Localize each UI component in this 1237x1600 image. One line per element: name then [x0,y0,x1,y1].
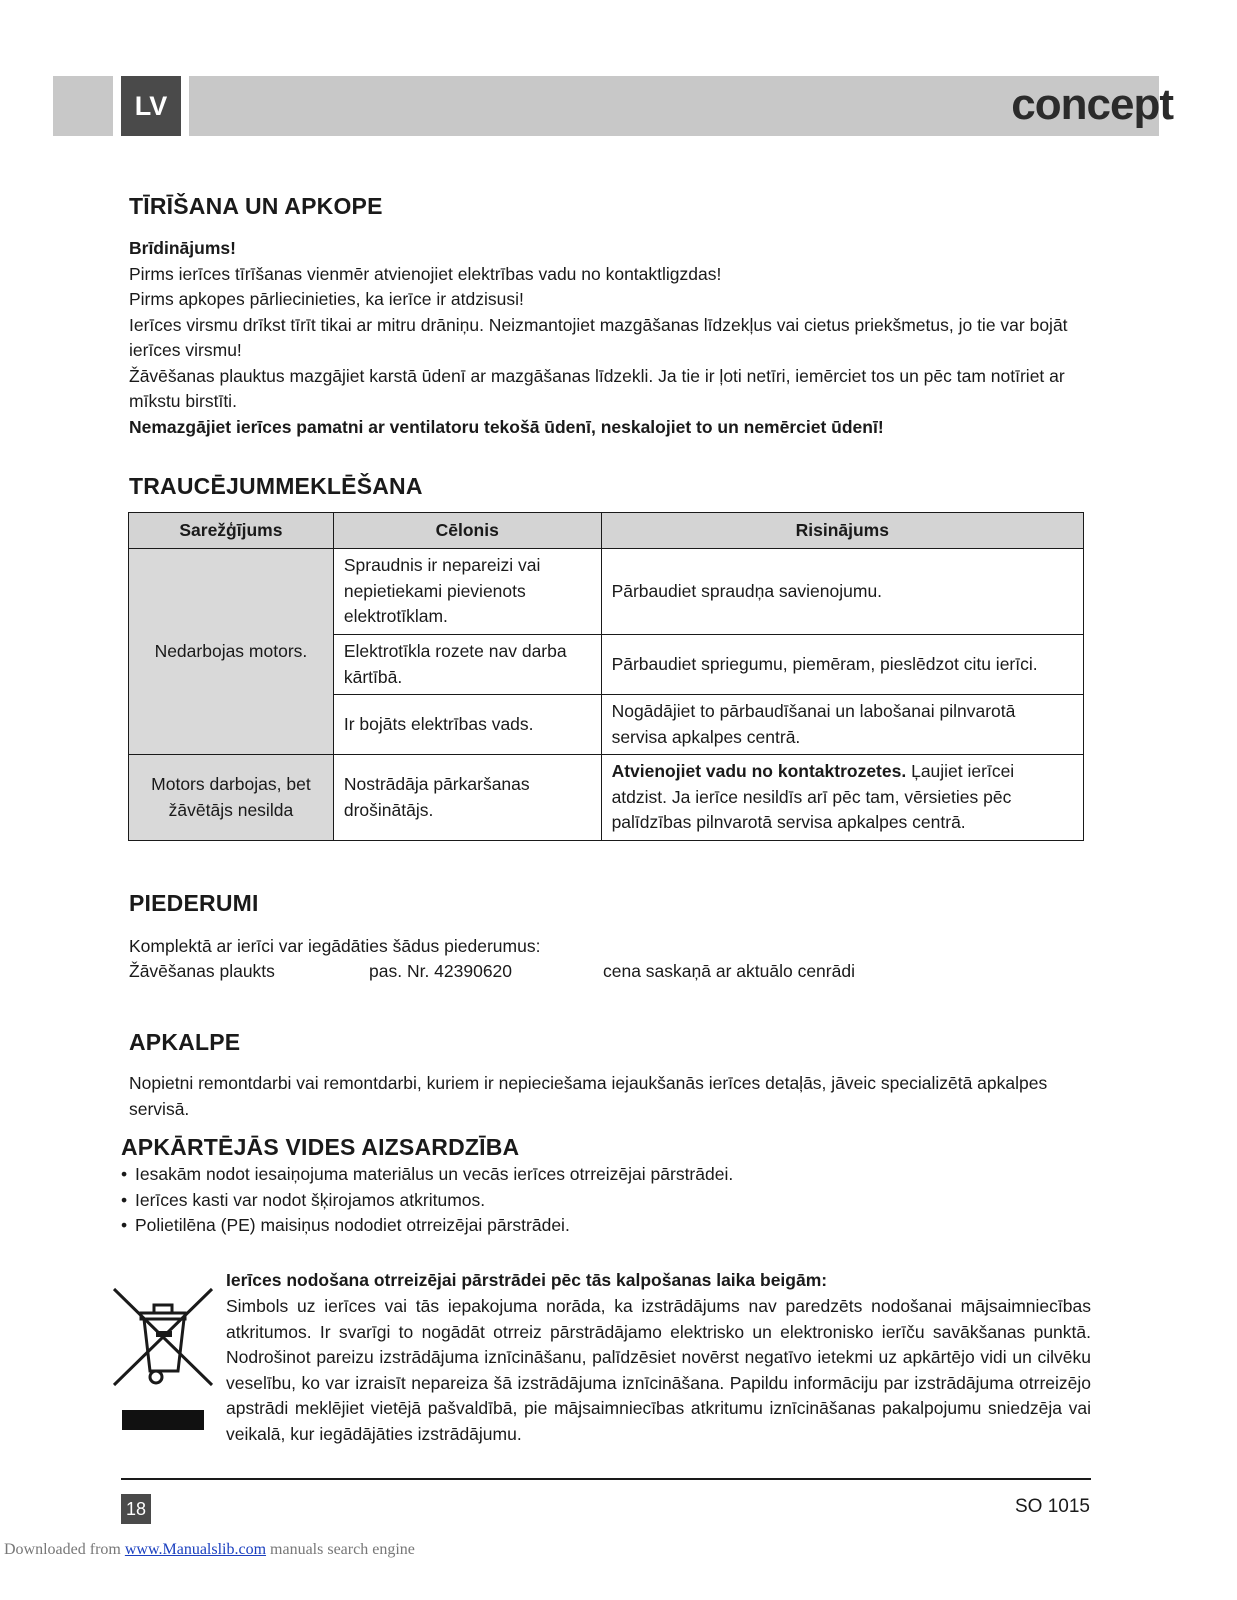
list-item: • Ierīces kasti var nodot šķirojamos atkritumos. [121,1189,486,1210]
troubleshooting-title: TRAUCĒJUMMEKLĒŠANA [129,473,423,499]
cause-cell: Ir bojāts elektrības vads. [333,695,601,755]
header-cause: Cēlonis [333,513,601,549]
download-notice: Downloaded from www.Manualslib.com manuals search engine [4,1541,415,1558]
problem-cell: Nedarbojas motors. [129,549,334,755]
manualslib-link[interactable]: www.Manualslib.com [124,1541,267,1558]
crossed-out-wheelie-bin-icon [108,1285,218,1435]
cleaning-line: Ierīces virsmu drīkst tīrīt tikai ar mitru drāniņu. Neizmantojiet mazgāšanas līdzekļus vai cietus priekšmetus, jo tie var bojāt ierīces virsmu! [129,314,1068,360]
header-left-block [53,76,113,136]
header-solution: Risinājums [601,513,1083,549]
accessories-title: PIEDERUMI [129,890,259,916]
solution-cell: Pārbaudiet spriegumu, piemēram, pieslēdzot citu ierīci. [601,635,1083,695]
accessories-intro: Komplektā ar ierīci var iegādāties šādus piederumus: [129,936,541,956]
environment-list [121,1162,733,1239]
list-item: • Iesakām nodot iesaiņojuma materiālus un vecās ierīces otrreizējai pārstrādei. [121,1164,734,1184]
table-row [129,549,1084,635]
solution-cell: Pārbaudiet spraudņa savienojumu. [601,549,1083,635]
solution-bold: Atvienojiet vadu no kontaktrozetes. [611,761,907,782]
cause-cell: Elektrotīkla rozete nav darba kārtībā. [333,635,601,695]
solution-cell [601,755,1083,841]
cleaning-line: Žāvēšanas plauktus mazgājiet karstā ūdenī ar mazgāšanas līdzekli. Ja tie ir ļoti netīri, iemērciet tos un pēc tam notīriet ar mīkstu birstīti. [129,365,1065,411]
service-text: Nopietni remontdarbi vai remontdarbi, kuriem ir nepieciešama iejaukšanās ierīces detaļās, jāveic specializētā apkalpes servisā. [129,1073,1048,1119]
language-badge: LV [121,76,181,136]
accessory-code: pas. Nr. 42390620 [369,961,513,981]
accessory-price: cena saskaņā ar aktuālo cenrādi [603,961,855,981]
environment-title: APKĀRTĒJĀS VIDES AIZSARDZĪBA [121,1134,520,1160]
accessory-name: Žāvēšanas plaukts [129,961,275,981]
disposal-title: Ierīces nodošana otrreizējai pārstrādei pēc tās kalpošanas laika beigām: [226,1270,828,1290]
cause-cell: Nostrādāja pārkaršanas drošinātājs. [333,755,601,841]
solution-text: Ļaujiet ierīcei atdzist. Ja ierīce nesildīs arī pēc tam, vērsieties pēc palīdzības pilnvarotā servisa apkalpes centrā. [611,761,1015,833]
cause-cell: Spraudnis ir nepareizi vai nepietiekami pievienots elektrotīklam. [333,549,601,635]
table-header-row [129,513,1084,549]
page-number: 18 [121,1494,151,1524]
cleaning-title: TĪRĪŠANA UN APKOPE [129,193,383,219]
brand-logo: concept [1011,80,1173,129]
list-item: • Polietilēna (PE) maisiņus nododiet otrreizējai pārstrādei. [121,1215,570,1235]
cleaning-warning-bold: Nemazgājiet ierīces pamatni ar ventilatoru tekošā ūdenī, neskalojiet to un nemērciet ūdenī! [129,416,884,437]
header-problem: Sarežģījums [129,513,334,549]
disposal-text: Simbols uz ierīces vai tās iepakojuma norāda, ka izstrādājums nav paredzēts nodošanai mājsaimniecības atkritumos. Ir svarīgi to nogādāt otrreiz pārstrādājamo elektrisko un elektronisko ierīču savākšanas punktā. Nodrošinot pareizu izstrādājuma iznīcināšanu, palīdzēsiet novērst negatīvo ietekmi uz apkārtējo vidi un cilvēku veselību, ko var izraisīt nepareiza šā izstrādājuma iznīcināšana. Papildu informāciju par izstrādājuma otrreizējo apstrādi meklējiet vietējā pašvaldībā, pie mājsaimniecības atkritumu iznīcināšanas pakalpojumu sniedzēja vai veikalā, kur iegādājāties izstrādājumu. [226,1296,1091,1444]
cleaning-body [129,236,1089,440]
cleaning-line: Pirms ierīces tīrīšanas vienmēr atvienojiet elektrības vadu no kontaktligzdas! [129,263,722,284]
solution-cell: Nogādājiet to pārbaudīšanai un labošanai pilnvarotā servisa apkalpes centrā. [601,695,1083,755]
footer-divider [121,1478,1091,1480]
table-row [129,755,1084,841]
cleaning-line: Pirms apkopes pārliecinieties, ka ierīce ir atdzisusi! [129,289,524,309]
problem-cell: Motors darbojas, bet žāvētājs nesilda [129,755,334,841]
warning-label: Brīdinājums! [129,238,236,258]
troubleshooting-table [128,512,1084,841]
service-title: APKALPE [129,1029,241,1055]
model-number: SO 1015 [1015,1496,1090,1517]
